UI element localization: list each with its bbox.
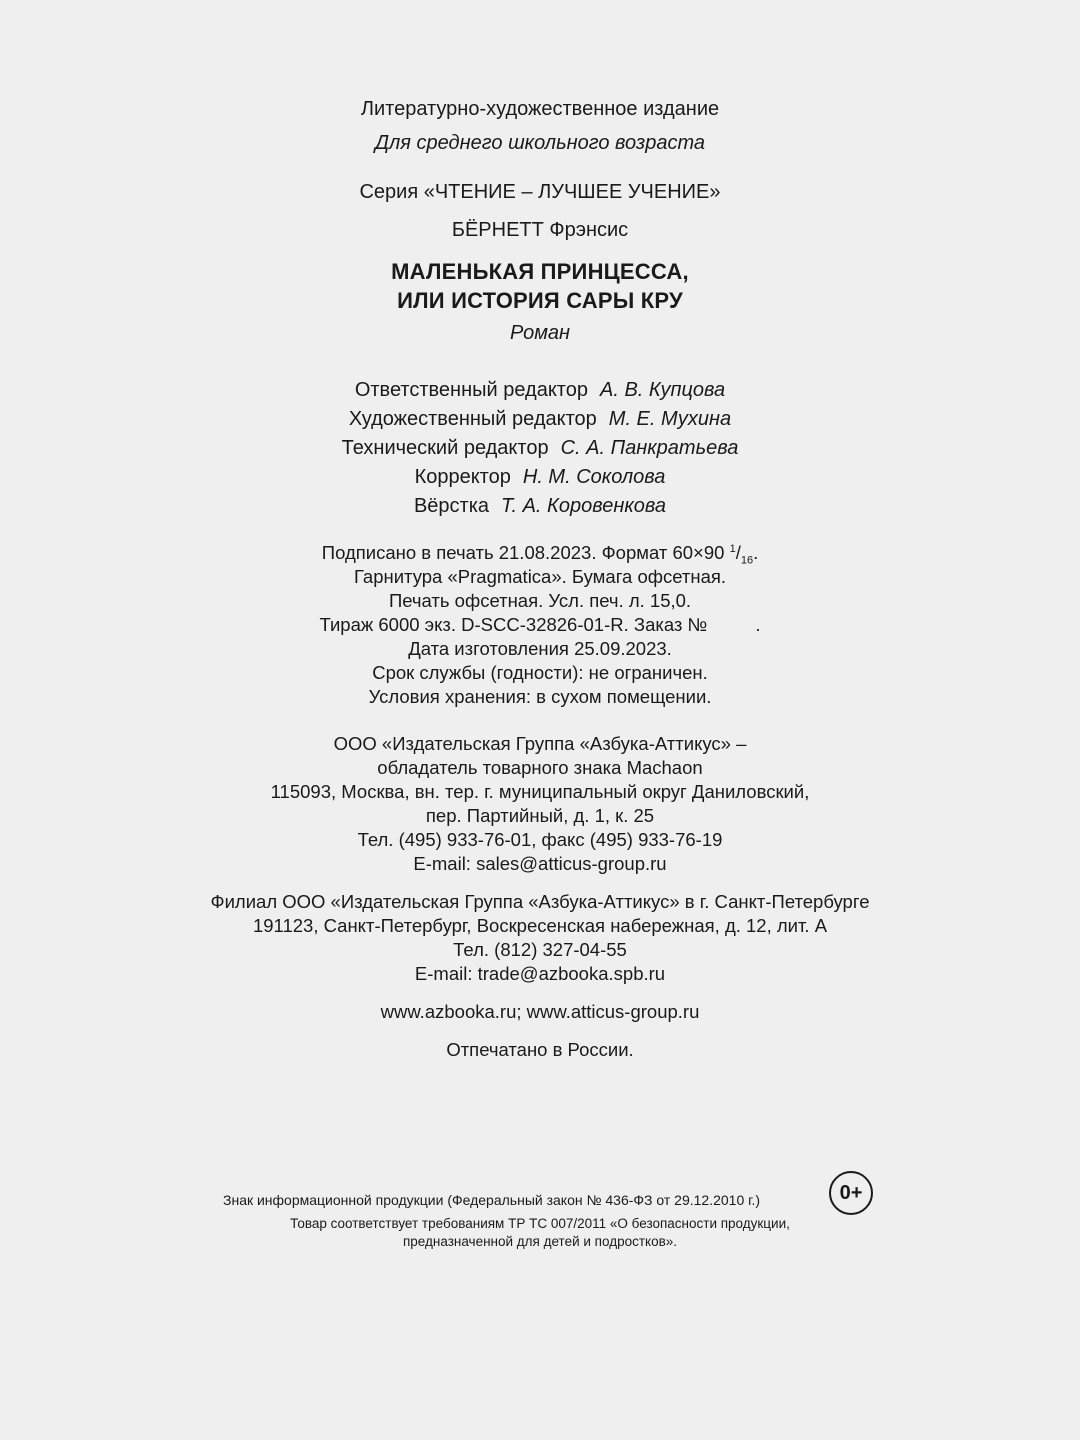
print-run [0, 614, 1080, 636]
publisher-address: пер. Партийный, д. 1, к. 25 [425, 805, 655, 826]
publisher-phone: Тел. (495) 933-76-01, факс (495) 933-76-19 [357, 829, 723, 850]
publisher-line: обладатель товарного знака Machaon [377, 757, 703, 778]
credit-row [0, 379, 1080, 402]
publisher-email: E-mail: sales@atticus-group.ru [413, 853, 667, 874]
signed-text: Подписано в печать 21.08.2023. Формат 60×90 [321, 542, 725, 563]
print-run-text: Тираж 6000 экз. D-SCC-32826-01-R. Заказ № [319, 614, 708, 635]
storage-conditions: Условия хранения: в сухом помещении. [368, 686, 712, 707]
printing-info: Печать офсетная. Усл. печ. л. 15,0. [388, 590, 692, 611]
printed-in: Отпечатано в России. [446, 1039, 634, 1060]
websites: www.azbooka.ru; www.atticus-group.ru [380, 1001, 700, 1022]
credit-row [0, 495, 1080, 518]
info-product-law-notice: Знак информационной продукции (Федеральный закон № 436-ФЗ от 29.12.2010 г.) [223, 1192, 761, 1208]
book-genre: Роман [509, 322, 571, 344]
credit-role: Художественный редактор [348, 408, 597, 430]
compliance-line: Товар соответствует требованиям ТР ТС 007/2011 «О безопасности продукции, [290, 1216, 790, 1231]
age-rating-badge: 0+ [829, 1171, 873, 1215]
print-run-suffix: . [755, 614, 761, 635]
signed-to-print: Подписано в печать 21.08.2023. Формат 60×90 $^1/_{16}$. [321, 542, 759, 567]
branch-email: E-mail: trade@azbooka.spb.ru [414, 963, 666, 984]
format-numerator: 1 [729, 542, 736, 555]
branch-line: Филиал ООО «Издательская Группа «Азбука-Аттикус» в г. Санкт-Петербурге [210, 891, 870, 912]
credit-role: Ответственный редактор [354, 379, 588, 401]
series-name: Серия «ЧТЕНИЕ – ЛУЧШЕЕ УЧЕНИЕ» [359, 181, 721, 203]
edition-type: Литературно-художественное издание [360, 98, 720, 120]
manufacture-date: Дата изготовления 25.09.2023. [408, 638, 672, 659]
typeface-info: Гарнитура «Pragmatica». Бумага офсетная. [353, 566, 727, 587]
signed-suffix: . [753, 542, 759, 563]
credit-name: Н. М. Соколова [522, 466, 666, 488]
credit-name: А. В. Купцова [600, 379, 726, 401]
credit-role: Технический редактор [341, 437, 549, 459]
publisher-address: 115093, Москва, вн. тер. г. муниципальный округ Даниловский, [270, 781, 810, 802]
credit-role: Вёрстка [413, 495, 490, 517]
branch-phone: Тел. (812) 327-04-55 [453, 939, 627, 960]
credit-row [0, 437, 1080, 460]
compliance-line: предназначенной для детей и подростков». [402, 1234, 678, 1249]
credit-name: М. Е. Мухина [608, 408, 732, 430]
age-group: Для среднего школьного возраста [374, 132, 706, 154]
book-title-line1: МАЛЕНЬКАЯ ПРИНЦЕССА, [391, 259, 689, 284]
publisher-line: ООО «Издательская Группа «Азбука-Аттикус» – [333, 733, 747, 754]
credit-row [0, 408, 1080, 431]
author-name: БЁРНЕТТ Фрэнсис [451, 219, 629, 241]
shelf-life: Срок службы (годности): не ограничен. [372, 662, 708, 683]
branch-address: 191123, Санкт-Петербург, Воскресенская набережная, д. 12, лит. А [252, 915, 828, 936]
credit-role: Корректор [414, 466, 511, 488]
credit-row [0, 466, 1080, 489]
credit-name: Т. А. Коровенкова [501, 495, 667, 517]
credit-name: С. А. Панкратьева [560, 437, 739, 459]
book-title-line2: ИЛИ ИСТОРИЯ САРЫ КРУ [397, 288, 683, 313]
format-denominator: 16 [740, 554, 754, 567]
